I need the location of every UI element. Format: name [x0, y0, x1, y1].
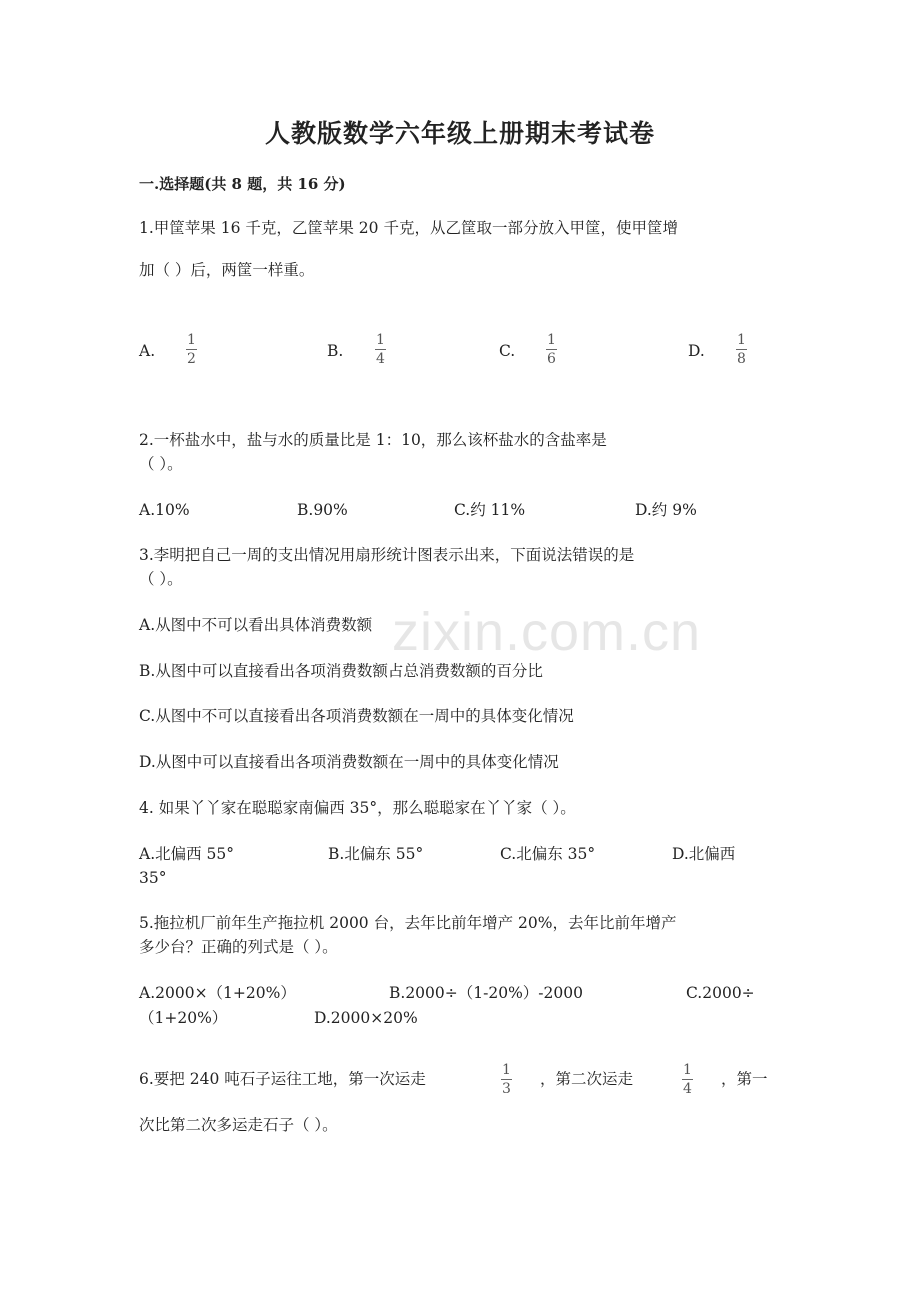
q2-text-line2: （ ）。 [139, 455, 183, 473]
section-heading: 一.选择题(共 8 题，共 16 分) [139, 175, 346, 193]
q3-text-line1: 3.李明把自己一周的支出情况用扇形统计图表示出来，下面说法错误的是 [139, 546, 635, 564]
q2-option-c: C.约 11% [454, 501, 526, 519]
q5-option-c: C.2000÷ [686, 984, 755, 1002]
denominator: 4 [683, 1081, 692, 1097]
q6-fraction-second [682, 1062, 693, 1097]
q1-text-line1: 1.甲筐苹果 16 千克，乙筐苹果 20 千克，从乙筐取一部分放入甲筐，使甲筐增 [139, 219, 678, 237]
q3-option-c: C.从图中不可以直接看出各项消费数额在一周中的具体变化情况 [139, 707, 574, 725]
watermark: zixin.com.cn [392, 602, 702, 662]
q6-text-part3: ，第一 [721, 1070, 768, 1088]
q1-text-line2: 加（ ）后，两筐一样重。 [139, 261, 315, 279]
numerator: 1 [737, 332, 746, 348]
q1-option-a-label: A. [139, 342, 156, 360]
q3-text-line2: （ ）。 [139, 570, 183, 588]
q6-text-part1: 6.要把 240 吨石子运往工地，第一次运走 [139, 1070, 426, 1088]
q2-text-line1: 2.一杯盐水中，盐与水的质量比是 1：10，那么该杯盐水的含盐率是 [139, 431, 607, 449]
q4-text: 4. 如果丫丫家在聪聪家南偏西 35°，那么聪聪家在丫丫家（ ）。 [139, 799, 576, 817]
q1-option-b-label: B. [327, 342, 344, 360]
q2-option-b: B.90% [297, 501, 348, 519]
q3-option-b: B.从图中可以直接看出各项消费数额占总消费数额的百分比 [139, 662, 543, 680]
q3-option-a: A.从图中不可以看出具体消费数额 [139, 616, 373, 634]
q1-option-b-fraction [375, 332, 386, 367]
q4-option-b: B.北偏东 55° [328, 845, 424, 863]
q5-option-a: A.2000×（1+20%） [139, 984, 296, 1002]
q1-option-d-label: D. [688, 342, 705, 360]
q4-option-a: A.北偏西 55° [139, 845, 235, 863]
q5-option-b: B.2000÷（1-20%）-2000 [389, 984, 583, 1002]
numerator: 1 [683, 1062, 692, 1078]
page-title: 人教版数学六年级上册期末考试卷 [264, 119, 655, 148]
q1-option-c-fraction [546, 332, 557, 367]
q4-option-c: C.北偏东 35° [500, 845, 596, 863]
numerator: 1 [376, 332, 385, 348]
q4-option-d: D.北偏西 [672, 845, 736, 863]
q2-option-a: A.10% [139, 501, 190, 519]
denominator: 4 [376, 351, 385, 367]
q6-text-part2: ，第二次运走 [540, 1070, 634, 1088]
denominator: 2 [187, 351, 196, 367]
q1-option-a-fraction [186, 332, 197, 367]
q6-fraction-first [501, 1062, 512, 1097]
q5-option-d: D.2000×20% [314, 1009, 418, 1027]
denominator: 3 [502, 1081, 511, 1097]
q1-option-d-fraction [736, 332, 747, 367]
numerator: 1 [187, 332, 196, 348]
q5-text-line2: 多少台？正确的列式是（ ）。 [139, 938, 338, 956]
numerator: 1 [547, 332, 556, 348]
q1-option-c-label: C. [499, 342, 516, 360]
q5-option-c-wrap: （1+20%） [139, 1009, 228, 1027]
q3-option-d: D.从图中可以直接看出各项消费数额在一周中的具体变化情况 [139, 753, 559, 771]
denominator: 8 [737, 351, 746, 367]
numerator: 1 [502, 1062, 511, 1078]
denominator: 6 [547, 351, 556, 367]
q4-option-d-wrap: 35° [139, 869, 167, 887]
q5-text-line1: 5.拖拉机厂前年生产拖拉机 2000 台，去年比前年增产 20%，去年比前年增产 [139, 914, 677, 932]
q2-option-d: D.约 9% [635, 501, 697, 519]
q6-text-line2: 次比第二次多运走石子（ ）。 [139, 1116, 338, 1134]
